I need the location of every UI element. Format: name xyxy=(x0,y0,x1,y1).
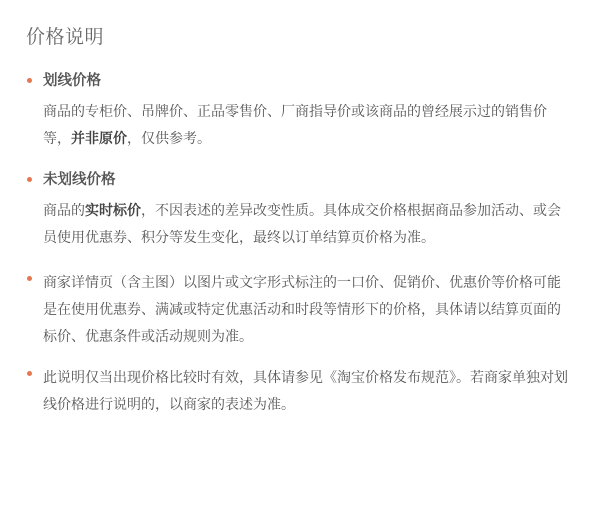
sections-container xyxy=(26,71,574,418)
section-item xyxy=(26,71,574,152)
section-body-text: 商家详情页（含主图）以图片或文字形式标注的一口价、促销价、优惠价等价格可能是在使用优惠券、满减或特定优惠活动和时段等情形下的价格，具体请以结算页面的标价、优惠条件或活动规则为准。 xyxy=(43,274,561,344)
section-heading: 划线价格 xyxy=(43,73,101,89)
section-body xyxy=(43,98,574,152)
section-body xyxy=(43,269,574,350)
section-item xyxy=(26,364,574,418)
section-body xyxy=(43,197,574,251)
section-body xyxy=(43,364,574,418)
section-body-text: 商品的 xyxy=(43,202,85,218)
bullet-icon xyxy=(27,78,32,83)
section-item xyxy=(26,170,574,251)
section-body-text: 商品的专柜价、吊牌价、正品零售价、厂商指导价或该商品的曾经展示过的销售价等， xyxy=(43,103,547,146)
section-item xyxy=(26,269,574,350)
section-heading: 未划线价格 xyxy=(43,172,116,188)
section-body-emphasis: 并非原价 xyxy=(71,130,127,146)
section-body-text: ，仅供参考。 xyxy=(127,130,211,146)
bullet-icon xyxy=(27,276,32,281)
section-body-text: ，不因表述的差异改变性质。具体成交价格根据商品参加活动、或会员使用优惠券、积分等发生变化，最终以订单结算页价格为准。 xyxy=(43,202,561,245)
bullet-icon xyxy=(27,177,32,182)
section-body-emphasis: 实时标价 xyxy=(85,202,141,218)
bullet-icon xyxy=(27,371,32,376)
page-title: 价格说明 xyxy=(26,27,105,48)
section-body-text: 此说明仅当出现价格比较时有效，具体请参见《淘宝价格发布规范》。若商家单独对划线价格进行说明的，以商家的表述为准。 xyxy=(43,369,568,412)
